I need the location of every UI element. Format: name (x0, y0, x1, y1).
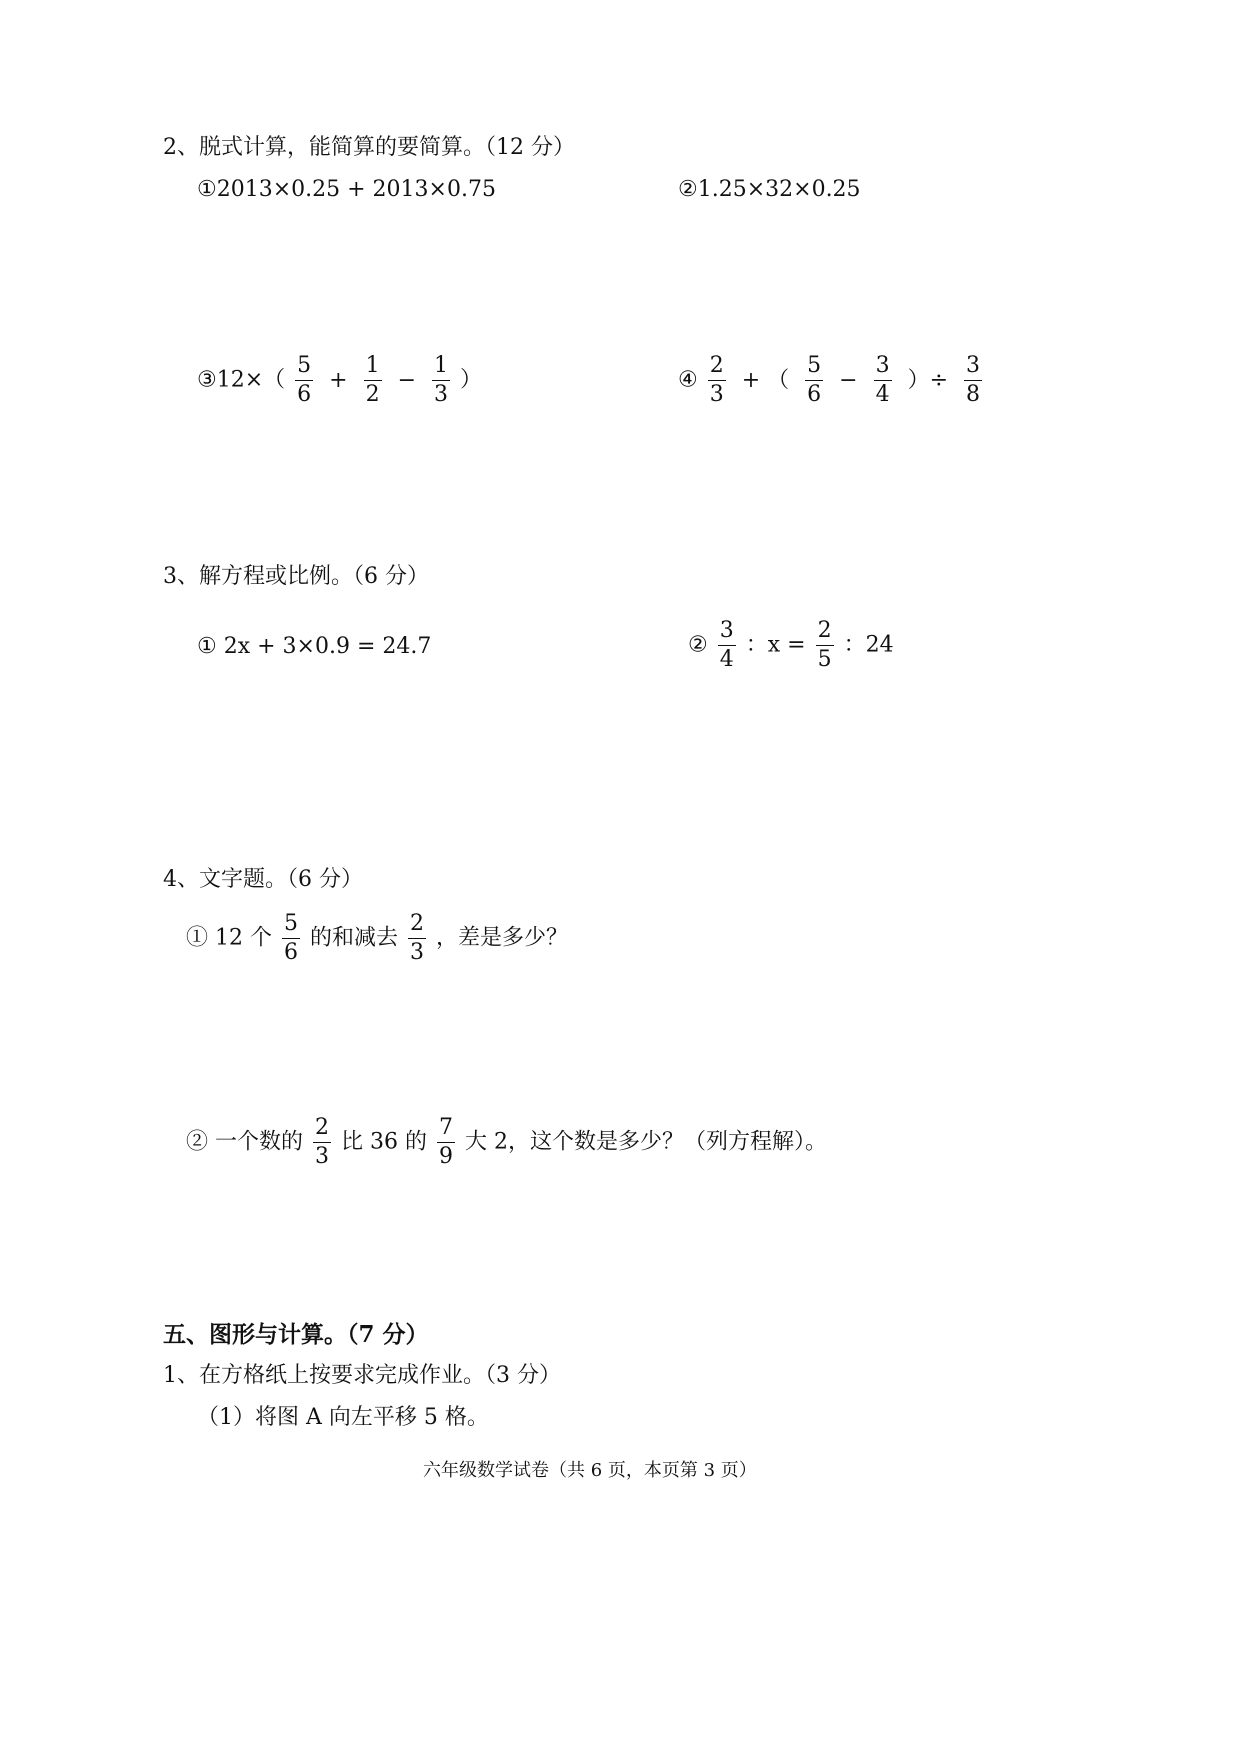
q3-p2-mid: ：x = (745, 632, 806, 658)
fraction: $\frac{1}{3}$ (434, 353, 449, 407)
operator: + (329, 367, 348, 393)
operator: + （ (741, 367, 790, 393)
fraction: $\frac{1}{2}$ (365, 353, 380, 407)
fraction: $\frac{2}{5}$ (817, 618, 832, 672)
fraction: $\frac{2}{3}$ (709, 353, 724, 407)
q2-p3-suffix: ） (460, 367, 483, 393)
q4-p1-mid: 的和减去 (309, 925, 398, 951)
section-5-title: 五、图形与计算。（7 分） (163, 1321, 429, 1348)
q4-title: 4、文字题。（6 分） (163, 867, 363, 892)
q4-p1-prefix: ① 12 个 (186, 925, 272, 951)
q4-p1-suffix: ，差是多少？ (436, 925, 569, 951)
fraction: $\frac{5}{6}$ (283, 911, 298, 965)
q4-problem-1 (186, 913, 568, 964)
q3-p2-suffix: ：24 (843, 632, 894, 658)
q2-p4-prefix: ④ (678, 367, 698, 393)
fraction: $\frac{7}{9}$ (438, 1115, 453, 1169)
fraction: $\frac{5}{6}$ (297, 353, 312, 407)
operator: ）÷ (907, 367, 949, 393)
q2-p3-prefix: ③12×（ (197, 367, 286, 393)
q2-title: 2、脱式计算，能简算的要简算。（12 分） (163, 135, 575, 160)
fraction: $\frac{3}{4}$ (875, 353, 890, 407)
q4-p2-prefix: ② 一个数的 (186, 1129, 303, 1155)
q4-p2-suffix: 大 2，这个数是多少？（列方程解）。 (464, 1129, 827, 1155)
fraction: $\frac{3}{8}$ (966, 353, 981, 407)
fraction: $\frac{3}{4}$ (719, 618, 734, 672)
q3-p2-prefix: ② (688, 632, 708, 658)
q2-problem-4 (678, 355, 985, 406)
q2-problem-1: ①2013×0.25 + 2013×0.75 (197, 177, 496, 202)
q2-problem-3 (197, 355, 482, 406)
q3-problem-2 (688, 620, 894, 671)
section-5-q1-1: （1）将图 A 向左平移 5 格。 (197, 1405, 489, 1430)
q4-p2-mid: 比 36 的 (341, 1129, 427, 1155)
q4-problem-2 (186, 1117, 827, 1168)
section-5-q1: 1、在方格纸上按要求完成作业。（3 分） (163, 1363, 561, 1388)
fraction: $\frac{2}{3}$ (315, 1115, 329, 1169)
operator: − (839, 367, 858, 393)
fraction: $\frac{5}{6}$ (807, 353, 822, 407)
operator: − (397, 367, 417, 393)
page-footer: 六年级数学试卷（共 6 页，本页第 3 页） (423, 1460, 757, 1481)
q3-problem-1: ① 2x + 3×0.9 = 24.7 (197, 634, 432, 659)
fraction: $\frac{2}{3}$ (410, 911, 424, 965)
q2-problem-2: ②1.25×32×0.25 (678, 177, 861, 202)
q3-title: 3、解方程或比例。（6 分） (163, 564, 429, 589)
